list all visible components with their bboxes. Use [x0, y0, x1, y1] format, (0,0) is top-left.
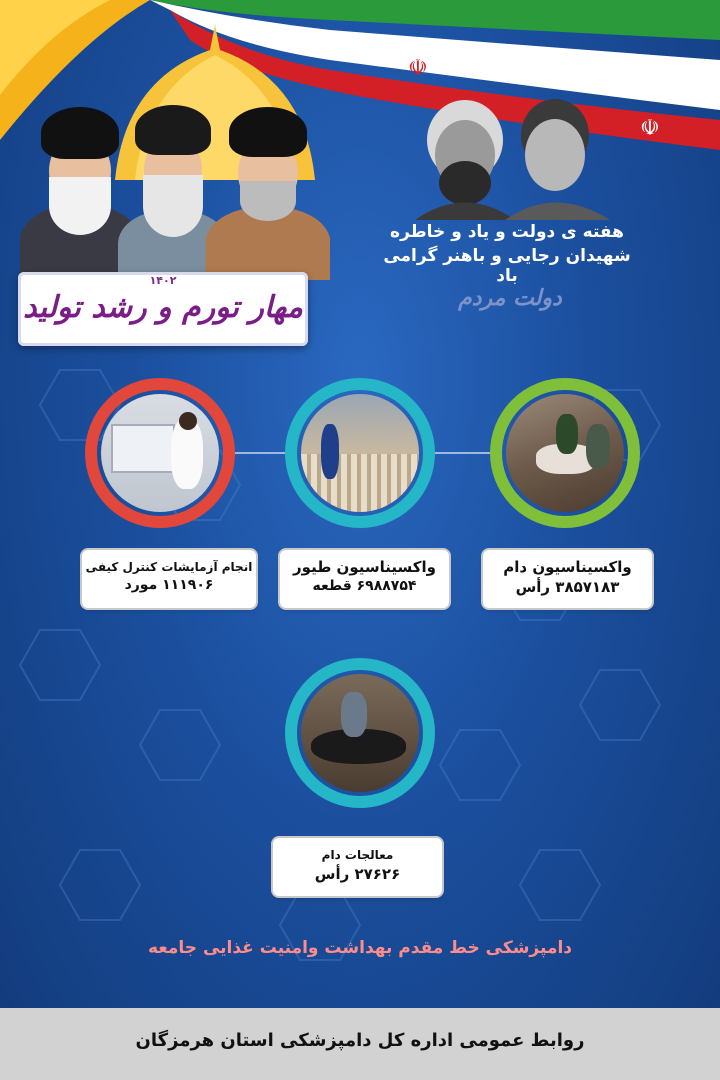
year-label: ۱۴۰۲ — [149, 274, 177, 287]
livestock-photo — [506, 394, 624, 512]
stat-title: انجام آزمایشات کنترل کیفی — [85, 560, 253, 574]
government-week-text — [372, 222, 642, 286]
stat-value: ۲۷۶۲۶ رأس — [314, 865, 401, 883]
stat-value: ۶۹۸۸۷۵۴ قطعه — [312, 578, 417, 594]
stat-card-poultry-vaccination — [282, 552, 447, 606]
stat-value: ۳۸۵۷۱۸۳ رأس — [515, 578, 620, 596]
livestock-treatment-node — [285, 658, 435, 808]
livestock-vaccination-node — [490, 378, 640, 528]
government-logo: دولت مردم — [458, 285, 562, 311]
footer-bar — [0, 1008, 720, 1080]
footer-text: روابط عمومی اداره کل دامپزشکی استان هرمزگان — [135, 1030, 585, 1051]
martyrs-portraits — [405, 85, 615, 220]
svg-text:☫: ☫ — [408, 56, 428, 81]
campaign-title: مهار تورم و رشد تولید — [23, 290, 303, 325]
week-text-line2: شهیدان رجایی و باهنر گرامی باد — [383, 246, 631, 286]
stat-title: واکسیناسیون دام — [503, 558, 632, 576]
lab-quality-control-node — [85, 378, 235, 528]
treatment-photo — [301, 674, 419, 792]
stat-card-livestock-vaccination — [485, 552, 650, 606]
slogan: دامپزشکی خط مقدم بهداشت وامنیت غذایی جامعه — [147, 938, 573, 958]
stat-title: معالجات دام — [321, 848, 394, 862]
lab-photo — [101, 394, 219, 512]
svg-text:☫: ☫ — [640, 116, 660, 141]
leader-portrait-right — [205, 95, 330, 280]
stat-title: واکسیناسیون طیور — [293, 558, 436, 576]
week-text-line1: هفته ی دولت و یاد و خاطره — [390, 222, 624, 242]
poultry-vaccination-node — [285, 378, 435, 528]
stat-card-livestock-treatment — [275, 840, 440, 894]
poultry-photo — [301, 394, 419, 512]
stat-card-quality-control — [84, 552, 254, 606]
campaign-title-banner — [18, 272, 308, 346]
stat-value: ۱۱۱۹۰۶ مورد — [124, 577, 214, 593]
